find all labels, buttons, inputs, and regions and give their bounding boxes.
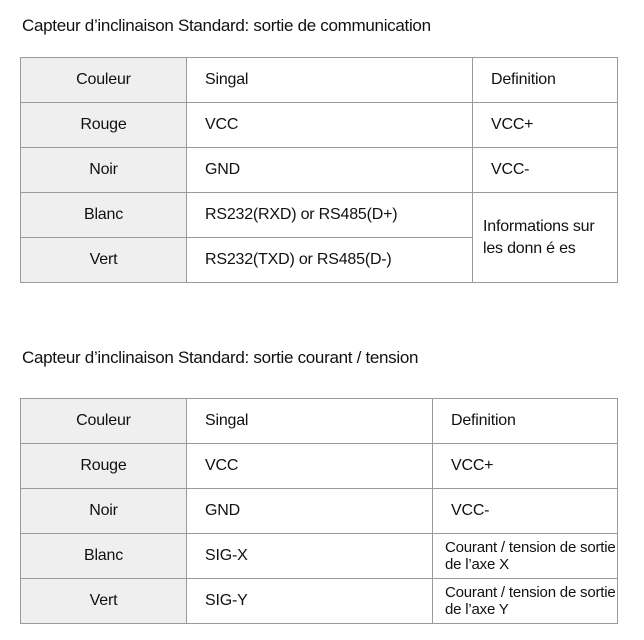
header-couleur: Couleur <box>21 399 187 444</box>
section-title-current-voltage: Capteur d’inclinaison Standard: sortie courant / tension <box>22 348 419 367</box>
header-signal: Singal <box>187 399 433 444</box>
wire-signal: RS232(TXD) or RS485(D-) <box>187 238 473 283</box>
wire-color: Vert <box>21 579 187 624</box>
current-voltage-wiring-table <box>20 398 618 624</box>
header-definition: Definition <box>433 399 618 444</box>
wire-color: Rouge <box>21 103 187 148</box>
wire-color: Noir <box>21 148 187 193</box>
table-header-row <box>21 58 618 103</box>
header-signal: Singal <box>187 58 473 103</box>
table-row <box>21 148 618 193</box>
wire-definition: VCC- <box>433 489 618 534</box>
wire-color: Noir <box>21 489 187 534</box>
wire-signal: VCC <box>187 444 433 489</box>
wire-color: Blanc <box>21 193 187 238</box>
table-row <box>21 579 618 624</box>
table-row <box>21 193 618 238</box>
table-row <box>21 489 618 534</box>
wire-signal: SIG-X <box>187 534 433 579</box>
wire-color: Vert <box>21 238 187 283</box>
header-definition: Definition <box>473 58 618 103</box>
section-title-communication: Capteur d’inclinaison Standard: sortie de communication <box>22 16 431 35</box>
wire-definition: Courant / tension de sortie de l’axe Y <box>433 579 618 624</box>
table-row <box>21 444 618 489</box>
wire-definition: VCC- <box>473 148 618 193</box>
wire-definition: VCC+ <box>473 103 618 148</box>
wire-signal: RS232(RXD) or RS485(D+) <box>187 193 473 238</box>
wire-definition: Courant / tension de sortie de l’axe X <box>433 534 618 579</box>
merged-data-definition: Informations sur les donn é es <box>473 193 618 283</box>
wire-color: Rouge <box>21 444 187 489</box>
wire-color: Blanc <box>21 534 187 579</box>
wire-signal: GND <box>187 489 433 534</box>
table-header-row <box>21 399 618 444</box>
wire-definition: VCC+ <box>433 444 618 489</box>
communication-wiring-table <box>20 57 618 283</box>
table-row <box>21 103 618 148</box>
table-row <box>21 534 618 579</box>
header-couleur: Couleur <box>21 58 187 103</box>
wire-signal: GND <box>187 148 473 193</box>
wire-signal: SIG-Y <box>187 579 433 624</box>
wire-signal: VCC <box>187 103 473 148</box>
